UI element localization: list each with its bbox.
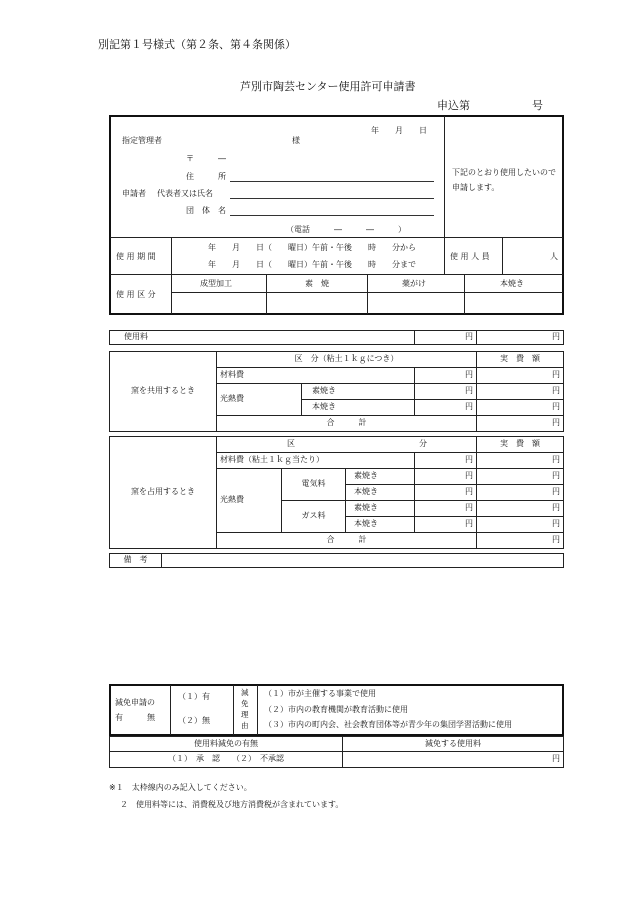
- representative-label: 代表者又は氏名: [157, 189, 213, 198]
- category-glazing-cell[interactable]: [369, 294, 463, 313]
- remarks-field[interactable]: [162, 554, 564, 568]
- application-note: 下記のとおり使用したいので申請します。: [452, 168, 556, 192]
- group-label: 団 体 名: [186, 206, 226, 215]
- exclusive-gas-final-jippi: 円: [477, 517, 564, 533]
- exclusive-material-label: 材料費（粘土１ｋｇ当たり）: [217, 453, 415, 469]
- exemption-result-table: [109, 736, 564, 768]
- address-field[interactable]: [230, 181, 434, 182]
- remarks-table: [109, 553, 564, 568]
- exemption-option-yes[interactable]: （１）有: [178, 692, 210, 701]
- sama-label: 様: [292, 136, 300, 145]
- page-title: 芦別市陶芸センター使用許可申請書: [240, 80, 416, 93]
- category-bisque: 素 焼: [305, 279, 329, 288]
- period-label: 使 用 期 間: [116, 252, 156, 261]
- exclusive-gas-label: ガス料: [282, 501, 346, 533]
- people-unit: 人: [550, 252, 558, 261]
- category-bisque-cell[interactable]: [268, 294, 366, 313]
- address-label: 住 所: [186, 172, 226, 181]
- group-field[interactable]: [230, 215, 434, 216]
- fee-yen-2: 円: [477, 331, 564, 345]
- exclusive-elec-label: 電気料: [282, 469, 346, 501]
- postal-code: 〒 ―: [186, 154, 226, 163]
- exclusive-gas-bisque: 素焼き: [346, 501, 415, 517]
- shared-bisque-jippi: 円: [477, 384, 564, 400]
- exclusive-elec-final: 本焼き: [346, 485, 415, 501]
- exclusive-elec-bisque-jippi: 円: [477, 469, 564, 485]
- shared-kiln-table: [109, 351, 564, 432]
- exclusive-gas-bisque-yen: 円: [415, 501, 477, 517]
- shared-bisque-label: 素焼き: [302, 384, 415, 400]
- exemption-option-no[interactable]: （２）無: [178, 716, 210, 725]
- reason-item-1[interactable]: （１）市が主催する事業で使用: [264, 689, 376, 698]
- applicant-label: 申請者: [122, 189, 146, 198]
- exclusive-gas-final: 本焼き: [346, 517, 415, 533]
- exclusive-kiln-table: [109, 436, 564, 549]
- shared-jippi-header: 実 費 額: [477, 352, 564, 368]
- shared-heat-label: 光熱費: [217, 384, 302, 416]
- exclusive-header-left: 区: [287, 439, 295, 448]
- exclusive-heat-label: 光熱費: [217, 469, 282, 533]
- category-molding-cell[interactable]: [172, 294, 265, 313]
- people-label: 使 用 人 員: [450, 252, 490, 261]
- exclusive-header: [217, 437, 477, 453]
- exclusive-elec-bisque-yen: 円: [415, 469, 477, 485]
- exclusive-elec-final-jippi: 円: [477, 485, 564, 501]
- exclusive-header-right: 分: [419, 439, 427, 448]
- shared-material-label: 材料費: [217, 368, 415, 384]
- exclusive-gas-bisque-jippi: 円: [477, 501, 564, 517]
- fee-yen-1: 円: [415, 331, 477, 345]
- exemption-label-2: 有 無: [115, 713, 155, 722]
- reason-item-3[interactable]: （３）市内の町内会、社会教育団体等が青少年の集団学習活動に使用: [264, 720, 512, 729]
- apply-number-label: 申込第: [437, 99, 470, 112]
- reason-label-2: 免: [241, 699, 249, 708]
- shared-material-yen: 円: [415, 368, 477, 384]
- exclusive-elec-bisque: 素焼き: [346, 469, 415, 485]
- exclusive-jippi-header: 実 費 額: [477, 437, 564, 453]
- exclusive-material-jippi: 円: [477, 453, 564, 469]
- shared-header: 区 分（粘土１ｋｇにつき）: [217, 352, 477, 368]
- exclusive-gas-final-yen: 円: [415, 517, 477, 533]
- shared-material-jippi: 円: [477, 368, 564, 384]
- telephone-field[interactable]: （電話 ― ― ）: [286, 225, 406, 234]
- shared-kiln-label: 窯を共用するとき: [110, 352, 217, 432]
- apply-number-suffix: 号: [532, 99, 543, 112]
- category-final-firing-cell[interactable]: [466, 294, 562, 313]
- reason-label-3: 理: [241, 710, 249, 719]
- exclusive-total-label: 合 計: [217, 533, 477, 549]
- exclusive-elec-final-yen: 円: [415, 485, 477, 501]
- reason-label-4: 由: [241, 721, 249, 730]
- footnote-1: ※１ 太枠線内のみ記入してください。: [109, 783, 252, 792]
- shared-total-jippi: 円: [477, 416, 564, 432]
- application-date: 年 月 日: [371, 126, 427, 135]
- reason-item-2[interactable]: （２）市内の教育機関が教育活動に使用: [264, 705, 408, 714]
- category-final-firing: 本焼き: [500, 279, 524, 288]
- category-label: 使 用 区 分: [116, 290, 156, 299]
- exclusive-material-yen: 円: [415, 453, 477, 469]
- shared-total-label: 合 計: [217, 416, 477, 432]
- remarks-label: 備 考: [110, 554, 162, 568]
- category-glazing: 薬がけ: [402, 279, 426, 288]
- period-from[interactable]: 年 月 日（ 曜日）午前・午後 時 分から: [208, 243, 416, 252]
- category-molding: 成型加工: [200, 279, 232, 288]
- shared-final-yen: 円: [415, 400, 477, 416]
- fee-table: [109, 330, 564, 345]
- shared-final-label: 本焼き: [302, 400, 415, 416]
- footnote-2: ２ 使用料等には、消費税及び地方消費税が含まれています。: [120, 800, 344, 809]
- reason-label-1: 減: [241, 688, 249, 697]
- exemption-label-1: 減免申請の: [115, 698, 155, 707]
- manager-label: 指定管理者: [122, 136, 162, 145]
- form-label: 別記第１号様式（第２条、第４条関係）: [98, 38, 296, 51]
- fee-label: 使用料: [110, 331, 415, 345]
- exemption-amount-header: 減免する使用料: [343, 737, 564, 752]
- exemption-result-header: 使用料減免の有無: [110, 737, 343, 752]
- exemption-amount-yen: 円: [343, 752, 564, 768]
- shared-bisque-yen: 円: [415, 384, 477, 400]
- exclusive-total-jippi: 円: [477, 533, 564, 549]
- exclusive-kiln-label: 窯を占用するとき: [110, 437, 217, 549]
- shared-final-jippi: 円: [477, 400, 564, 416]
- exemption-result-values[interactable]: （１） 承 認 （２） 不承認: [110, 752, 343, 768]
- representative-field[interactable]: [230, 198, 434, 199]
- period-to[interactable]: 年 月 日（ 曜日）午前・午後 時 分まで: [208, 260, 416, 269]
